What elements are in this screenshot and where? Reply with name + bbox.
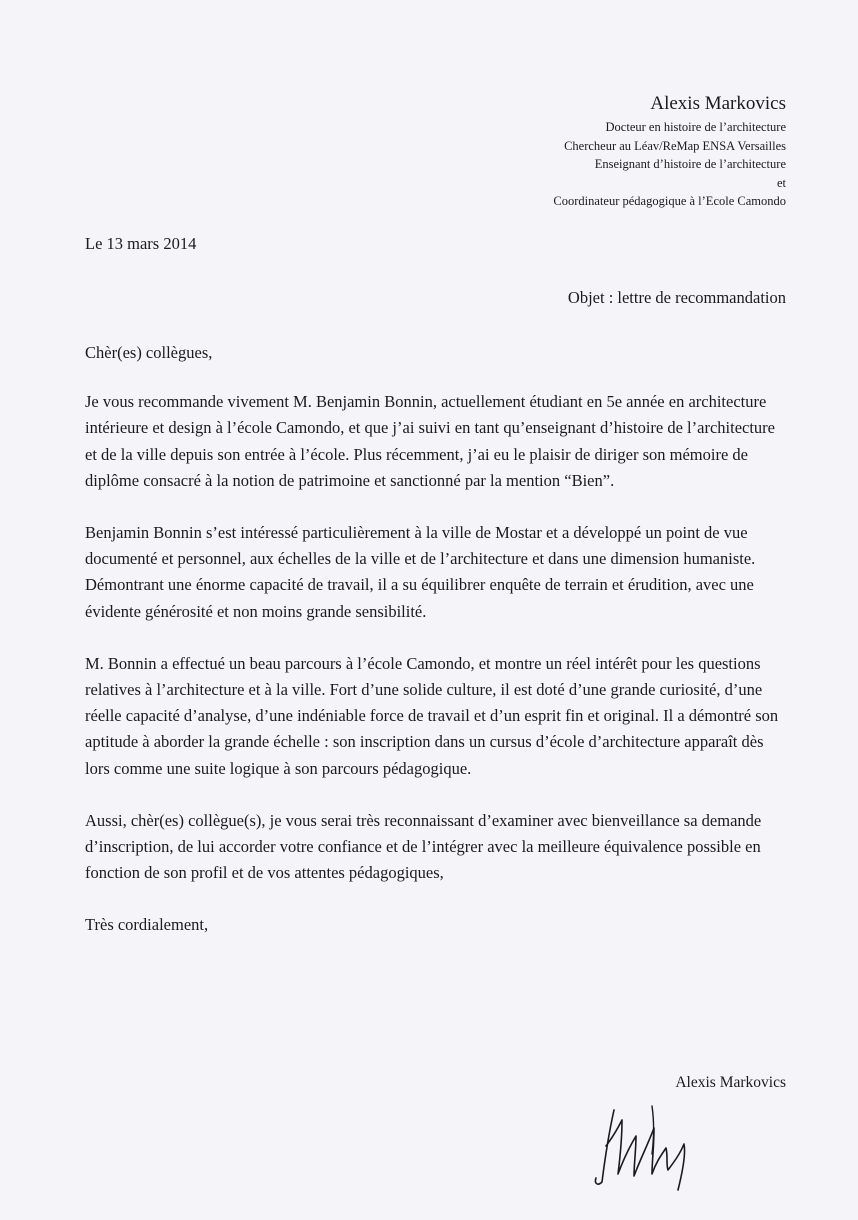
paragraph-1: Je vous recommande vivement M. Benjamin Bonnin, actuellement étudiant en 5e année en architecture intérieure et design à l’école Camondo, et que j’ai suivi en tant qu’enseignant d’histoire de l’architecture et de la ville depuis son entrée à l’école. Plus récemment, j’ai eu le plaisir de diriger son mémoire de diplôme consacré à la notion de patrimoine et sanctionné par la mention “Bien”. [85,392,775,490]
sender-title-1: Docteur en histoire de l’architecture [605,120,786,134]
closing: Très cordialement, [85,915,209,935]
letter-date: Le 13 mars 2014 [85,234,197,253]
signature-name: Alexis Markovics [675,1074,786,1091]
greeting: Chèr(es) collègues, [85,343,213,362]
paragraph-4: Aussi, chèr(es) collègue(s), je vous serai très reconnaissant d’examiner avec bienveillance sa demande d’inscription, de lui accorder votre confiance et de l’intégrer avec la meilleure équivalence possible en fonction de son profil et de vos attentes pédagogiques, [85,810,762,883]
sender-title-5: Coordinateur pédagogique à l’Ecole Camondo [553,194,786,208]
handwritten-signature [592,1098,702,1193]
sender-block [553,92,786,211]
letter-body [85,340,785,939]
sender-name: Alexis Markovics [650,93,786,114]
sender-title-2: Chercheur au Léav/ReMap ENSA Versailles [564,138,786,153]
sender-title-3: Enseignant d’histoire de l’architecture [594,157,786,171]
paragraph-3: M. Bonnin a effectué un beau parcours à l’école Camondo, et montre un réel intérêt pour les questions relatives à l’architecture et à la ville. Fort d’une solide culture, il est doté d’une grande curiosité, d’une réelle capacité d’analyse, d’une indéniable force de travail et d’un esprit fin et original. Il a démontré son aptitude à aborder la grande échelle : son inscription dans un cursus d’école d’architecture apparaît dès lors comme une suite logique à son parcours pédagogique. [85,653,779,778]
paragraph-2: Benjamin Bonnin s’est intéressé particulièrement à la ville de Mostar et a développé un point de vue documenté et personnel, aux échelles de la ville et de l’architecture et dans une dimension humaniste. Démontrant une énorme capacité de travail, il a su équilibrer enquête de terrain et érudition, avec une évidente générosité et non moins grande sensibilité. [85,523,756,621]
sender-title-4: et [776,175,786,190]
letter-subject: Objet : lettre de recommandation [567,288,786,307]
